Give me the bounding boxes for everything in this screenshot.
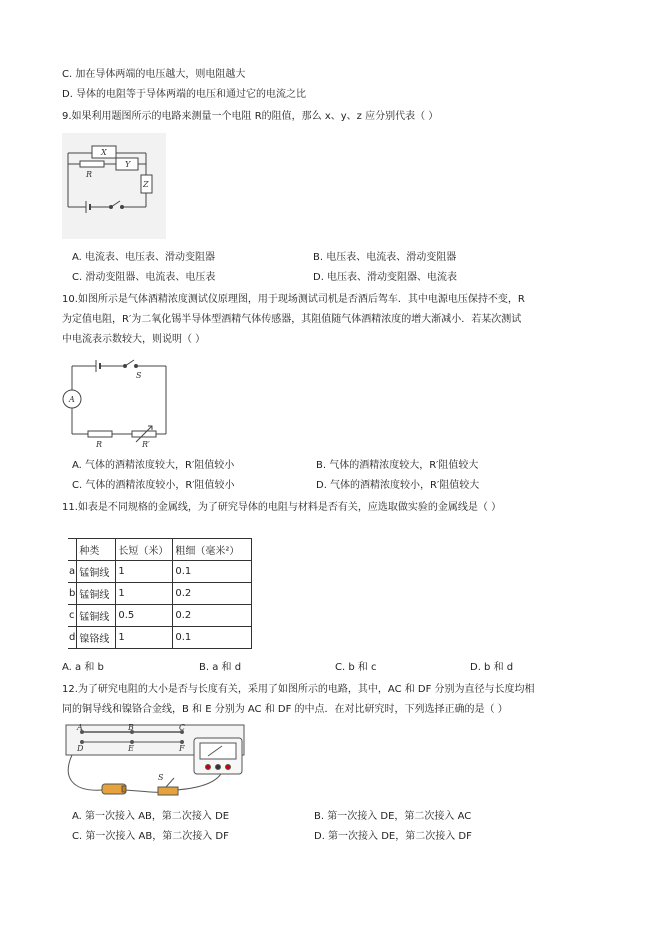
q8-option-c: C. 加在导体两端的电压越大，则电阻越大 [62,69,246,80]
table-row-index: c [68,605,77,627]
table-cell-length: 1 [116,627,173,649]
q12-option-b: B. 第一次接入 DE，第二次接入 AC [314,811,472,822]
q12-label-f: F [179,744,185,753]
q11-wire-table [68,538,252,649]
table-cell-thickness: 0.2 [173,583,252,605]
q12-stem-line2: 同的铜导线和镍铬合金线，B 和 E 分别为 AC 和 DF 的中点．在对比研究时，下列选择正确的是（ ） [62,704,508,715]
table-row-index: b [68,583,77,605]
table-cell-length: 1 [116,583,173,605]
table-cell-kind: 锰铜线 [77,561,116,583]
q11-option-d: D. b 和 d [470,662,514,673]
table-header-length: 长短（米） [116,539,173,561]
q12-experiment-figure [62,722,252,806]
q12-option-a: A. 第一次接入 AB，第二次接入 DE [72,811,230,822]
q12-option-d: D. 第一次接入 DE，第二次接入 DF [314,831,472,842]
table-cell-thickness: 0.1 [173,561,252,583]
table-header-kind: 种类 [77,539,116,561]
q10-ammeter-label: A [69,395,75,404]
table-cell-kind: 锰铜线 [77,583,116,605]
table-cell-thickness: 0.1 [173,627,252,649]
q10-circuit-figure [62,356,174,448]
table-row [68,583,252,605]
table-header-thickness: 粗细（毫米²） [173,539,252,561]
q10-option-c: C. 气体的酒精浓度较小，R′阻值较小 [72,480,235,491]
q10-switch-label: S [136,371,142,380]
table-row-index: a [68,561,77,583]
q11-option-a: A. a 和 b [62,662,104,673]
q10-stem-line2: 为定值电阻，R′为二氧化锡半导体型酒精气体传感器，其阻值随气体酒精浓度的增大渐减小．若某次测试 [62,314,522,325]
q9-option-c: C. 滑动变阻器、电流表、电压表 [72,272,216,283]
table-row [68,627,252,649]
table-header-row [68,539,252,561]
q11-stem: 11.如表是不同规格的金属线，为了研究导体的电阻与材料是否有关，应选取做实验的金属线是（ ） [62,502,502,513]
q12-switch-label: S [158,773,164,782]
q10-stem-line3: 中电流表示数较大，则说明（ ） [62,334,206,345]
table-corner-cell [68,539,77,561]
q9-circuit-figure [62,133,166,239]
q12-label-e: E [128,744,134,753]
q12-label-b: B [128,723,134,732]
table-cell-thickness: 0.2 [173,605,252,627]
q10-option-d: D. 气体的酒精浓度较小，R′阻值较大 [316,480,480,491]
q12-stem-line1: 12.为了研究电阻的大小是否与长度有关，采用了如图所示的电路，其中，AC 和 DF 分别为直径与长度均相 [62,684,535,695]
table-cell-kind: 镍铬线 [77,627,116,649]
table-cell-length: 0.5 [116,605,173,627]
q9-option-d: D. 电压表、滑动变阻器、电流表 [313,272,458,283]
q12-label-a: A [77,723,83,732]
table-row [68,561,252,583]
table-row [68,605,252,627]
q12-label-c: C [179,723,186,732]
q12-label-d: D [77,744,84,753]
q9-label-z: Z [143,180,149,189]
q10-option-b: B. 气体的酒精浓度较大，R′阻值较大 [316,460,479,471]
q9-label-x: X [101,148,107,157]
q10-label-rprime: R′ [142,440,150,448]
q9-option-b: B. 电压表、电流表、滑动变阻器 [313,252,457,263]
q12-option-c: C. 第一次接入 AB，第二次接入 DF [72,831,229,842]
q11-option-b: B. a 和 d [199,662,242,673]
q9-stem: 9.如果利用题图所示的电路来测量一个电阻 R的阻值，那么 x、y、z 应分别代表（ ） [62,111,439,122]
table-cell-kind: 锰铜线 [77,605,116,627]
q11-option-c: C. b 和 c [335,662,377,673]
q9-label-y: Y [125,160,131,169]
q10-label-r: R [96,440,103,448]
table-cell-length: 1 [116,561,173,583]
q9-option-a: A. 电流表、电压表、滑动变阻器 [72,252,216,263]
q8-option-d: D. 导体的电阻等于导体两端的电压和通过它的电流之比 [62,89,307,100]
q10-stem-line1: 10.如图所示是气体酒精浓度测试仪原理图，用于现场测试司机是否酒后驾车．其中电源电压保持不变，R [62,294,525,305]
q9-label-r: R [86,170,93,179]
table-row-index: d [68,627,77,649]
q10-option-a: A. 气体的酒精浓度较大，R′阻值较小 [72,460,235,471]
